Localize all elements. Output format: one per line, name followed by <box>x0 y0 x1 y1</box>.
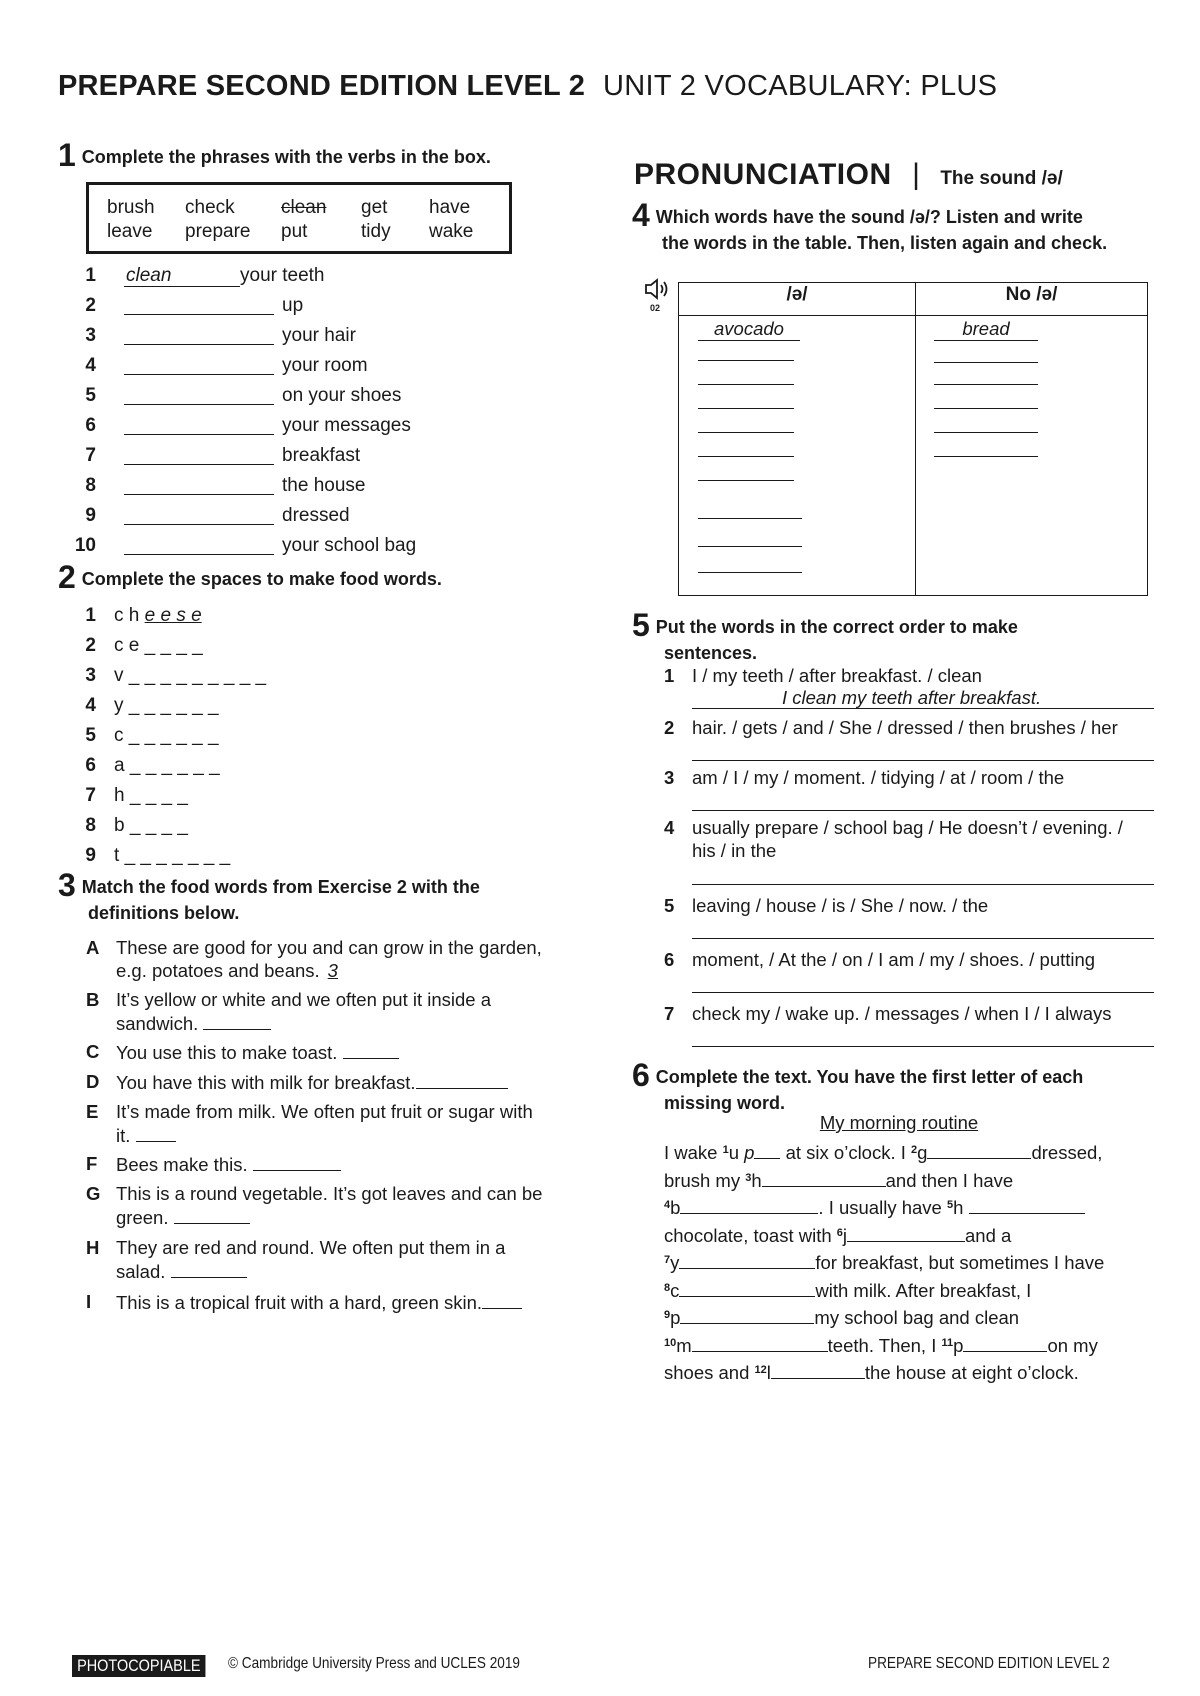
ex5-item[interactable] <box>664 948 1174 994</box>
write-line[interactable] <box>934 408 1038 409</box>
write-line[interactable] <box>698 360 794 361</box>
box-word: prepare <box>185 221 251 242</box>
item-number: 2 <box>85 295 96 316</box>
item-number: 8 <box>85 815 96 836</box>
col-header-schwa: /ə/ <box>679 283 916 316</box>
text-line <box>664 1221 1164 1249</box>
gap-number: 10 <box>664 1336 677 1349</box>
text-segment: chocolate, toast with <box>664 1224 837 1246</box>
ex5-item[interactable] <box>664 816 1184 886</box>
answer-blank[interactable] <box>969 1195 1085 1214</box>
answer-line[interactable] <box>692 810 1154 811</box>
gap-letter: m <box>676 1334 692 1356</box>
ex4-instruction-cont: the words in the table. Then, listen again and check. <box>662 233 1108 253</box>
text-line <box>664 1193 1164 1221</box>
item-text: You have this with milk for breakfast. <box>116 1072 416 1093</box>
gap-letter: p <box>953 1334 964 1356</box>
word-prompt: check my / wake up. / messages / when I / I always <box>692 1003 1112 1024</box>
answer-blank[interactable] <box>343 1040 399 1059</box>
ex3-instruction: Match the food words from Exercise 2 with the <box>81 877 480 897</box>
gap-fill-text <box>664 1138 1164 1386</box>
text-line <box>664 1248 1164 1276</box>
text-segment: shoes and <box>664 1362 755 1383</box>
ex3-item[interactable] <box>86 988 606 1036</box>
text-line <box>664 1303 1164 1331</box>
item-text: breakfast <box>282 445 361 466</box>
item-text: You use this to make toast. <box>116 1042 338 1063</box>
item-text-cont: green. <box>116 1207 169 1228</box>
ex1-instruction: Complete the phrases with the verbs in the box. <box>81 147 491 167</box>
ex3-heading <box>58 867 598 926</box>
word-start: b <box>114 815 125 836</box>
word-prompt-cont: his / in the <box>692 840 777 861</box>
item-number: 7 <box>85 445 96 466</box>
item-number: 9 <box>85 505 96 526</box>
item-number: 5 <box>85 385 96 406</box>
speaker-icon <box>644 278 672 300</box>
ex2-instruction: Complete the spaces to make food words. <box>81 569 442 589</box>
audio-track-number: 02 <box>649 303 660 313</box>
ex6-heading <box>632 1057 1192 1116</box>
item-letter: D <box>86 1071 100 1092</box>
gap-number: 3 <box>745 1171 752 1184</box>
example-answer: clean <box>126 265 172 286</box>
ex4-instruction: Which words have the sound /ə/? Listen and write <box>655 207 1083 227</box>
answer-blank[interactable] <box>963 1333 1047 1352</box>
gap-number: 8 <box>664 1281 671 1294</box>
item-text: the house <box>282 475 366 496</box>
text-segment: my school bag and clean <box>814 1307 1020 1328</box>
item-text: your school bag <box>282 535 417 556</box>
item-number: 6 <box>664 949 675 970</box>
answer-blank[interactable] <box>927 1140 1031 1159</box>
item-number: 10 <box>74 535 96 556</box>
text-segment: I wake <box>664 1142 723 1163</box>
item-text: your hair <box>282 325 356 346</box>
text-segment: and then I have <box>885 1169 1014 1191</box>
item-text-cont: e.g. potatoes and beans. <box>116 960 320 981</box>
answer-line <box>124 264 240 287</box>
ex5-instruction: Put the words in the correct order to make <box>655 617 1018 637</box>
ex5-item[interactable] <box>664 894 1174 940</box>
answer-blank[interactable] <box>416 1070 508 1089</box>
audio-icon[interactable] <box>644 278 672 312</box>
ex6-number: 6 <box>632 1057 650 1093</box>
item-text: It’s made from milk. We often put fruit or sugar with <box>116 1101 533 1122</box>
ex5-item[interactable] <box>664 716 1174 762</box>
photocopiable-badge: PHOTOCOPIABLE <box>72 1655 206 1677</box>
example-answer: 3 <box>327 960 338 981</box>
ex6-instruction: Complete the text. You have the first letter of each <box>655 1067 1084 1087</box>
answer-blank[interactable] <box>680 1305 814 1324</box>
item-letter: B <box>86 989 100 1010</box>
ex5-number: 5 <box>632 607 650 643</box>
item-text-cont: it. <box>116 1125 131 1146</box>
ex3-item <box>86 936 606 984</box>
gap-letter: y <box>670 1252 680 1273</box>
answer-blank[interactable] <box>124 326 274 345</box>
title-unit: UNIT 2 VOCABULARY: PLUS <box>603 70 998 102</box>
word-start: h <box>114 785 125 806</box>
example-answer: e e s e <box>144 605 202 626</box>
text-line <box>664 1331 1164 1359</box>
gap-letter: j <box>842 1224 848 1246</box>
word-start: a <box>114 755 125 776</box>
item-text: They are red and round. We often put them in a <box>116 1237 506 1258</box>
item-number: 3 <box>664 767 675 788</box>
ex3-item[interactable] <box>86 1040 606 1064</box>
answer-blank[interactable] <box>203 1011 271 1030</box>
header-divider: | <box>912 158 920 191</box>
answer-blank[interactable] <box>762 1168 886 1187</box>
text-segment: on my <box>1047 1334 1098 1356</box>
ex1-word-box <box>86 182 512 254</box>
title-bold: PREPARE SECOND EDITION LEVEL 2 <box>58 70 586 102</box>
item-text: on your shoes <box>282 385 402 406</box>
write-line[interactable] <box>698 480 794 481</box>
box-word-used: clean <box>281 197 327 218</box>
answer-blank[interactable] <box>124 506 274 525</box>
answer-blank[interactable] <box>124 296 274 315</box>
word-prompt: I / my teeth / after breakfast. / clean <box>692 665 982 686</box>
ex2-number: 2 <box>58 559 76 595</box>
item-text: These are good for you and can grow in the garden, <box>116 937 542 958</box>
gap-number: 9 <box>664 1309 671 1321</box>
ex3-number: 3 <box>58 867 76 903</box>
word-start: t <box>114 845 120 866</box>
answer-blank[interactable] <box>482 1290 522 1309</box>
word-prompt: moment, / At the / on / I am / my / shoes. / putting <box>692 949 1096 970</box>
ex5-item <box>664 664 1174 710</box>
box-word: have <box>429 197 471 218</box>
answer-blank[interactable] <box>124 386 274 405</box>
box-word: wake <box>429 221 474 242</box>
ex4-number: 4 <box>632 197 650 233</box>
ex5-item[interactable] <box>664 766 1174 812</box>
item-letter: F <box>86 1153 98 1174</box>
write-line[interactable] <box>934 456 1038 457</box>
gap-number: 7 <box>664 1254 671 1266</box>
text-line <box>664 1138 1164 1166</box>
gap-number: 11 <box>941 1336 954 1349</box>
write-line[interactable] <box>934 384 1038 385</box>
ex3-instruction-cont: definitions below. <box>88 903 240 923</box>
pronunciation-header <box>634 158 1063 192</box>
copyright-text: © Cambridge University Press and UCLES 2019 <box>228 1655 520 1672</box>
write-line[interactable] <box>698 572 802 573</box>
item-number: 6 <box>85 755 96 776</box>
gap-letter: b <box>670 1197 681 1218</box>
answer-blank[interactable] <box>124 446 274 465</box>
gap-number: 12 <box>754 1364 767 1376</box>
answer-line[interactable] <box>692 1046 1154 1047</box>
ex3-item[interactable] <box>86 1070 606 1094</box>
box-word: leave <box>107 221 153 242</box>
ex6-instruction-cont: missing word. <box>664 1093 786 1113</box>
page-title <box>58 70 997 103</box>
item-number: 7 <box>85 785 96 806</box>
answer-line[interactable] <box>692 884 1154 885</box>
answer-blank[interactable] <box>679 1278 815 1297</box>
box-word: put <box>281 221 308 242</box>
write-line[interactable] <box>698 456 794 457</box>
box-word: get <box>361 197 388 218</box>
col1-example: avocado <box>698 318 800 341</box>
answer-line[interactable] <box>692 938 1154 939</box>
item-number: 6 <box>85 415 96 436</box>
answer-blank[interactable] <box>136 1123 176 1142</box>
write-line[interactable] <box>698 518 802 519</box>
gap-letter: h <box>953 1197 964 1218</box>
item-text: dressed <box>282 505 350 526</box>
item-number: 3 <box>85 325 96 346</box>
answer-blank <box>754 1140 780 1159</box>
answer-blank[interactable] <box>174 1205 250 1224</box>
box-word: check <box>185 197 235 218</box>
answer-line[interactable] <box>692 992 1154 993</box>
text-segment: teeth. Then, I <box>827 1334 942 1356</box>
word-start: c h <box>114 605 140 626</box>
edition-footer: PREPARE SECOND EDITION LEVEL 2 <box>868 1655 1110 1672</box>
answer-blank[interactable] <box>171 1259 247 1278</box>
gap-letter: p <box>670 1307 681 1328</box>
item-letter: I <box>86 1291 92 1312</box>
item-number: 1 <box>664 665 675 686</box>
letter-blanks[interactable]: _ _ _ _ <box>144 635 203 656</box>
answer-blank[interactable] <box>692 1333 828 1352</box>
ex3-item[interactable] <box>86 1100 606 1148</box>
text-segment: for breakfast, but sometimes I have <box>815 1252 1105 1273</box>
ex5-item[interactable] <box>664 1002 1174 1048</box>
pronunciation-subtitle: The sound /ə/ <box>940 168 1063 189</box>
word-start: c e <box>114 635 140 656</box>
col2-example: bread <box>934 318 1038 341</box>
item-number: 1 <box>85 265 96 286</box>
ex5-heading <box>632 607 1192 666</box>
ex2-heading <box>58 559 598 595</box>
text-title: My morning routine <box>819 1112 979 1133</box>
answer-blank[interactable] <box>253 1152 341 1171</box>
item-text: your teeth <box>240 265 325 286</box>
gap-number: 5 <box>946 1199 954 1211</box>
text-line <box>664 1166 1164 1194</box>
ex3-item[interactable] <box>86 1182 606 1230</box>
word-prompt: leaving / house / is / She / now. / the <box>692 895 989 916</box>
item-number: 7 <box>664 1003 675 1024</box>
word-prompt: usually prepare / school bag / He doesn’t / evening. / <box>692 817 1123 838</box>
text-segment: brush my <box>664 1169 746 1191</box>
answer-blank[interactable] <box>680 1195 818 1214</box>
letter-blanks[interactable]: _ _ _ _ _ _ <box>128 695 219 716</box>
ex3-item[interactable] <box>86 1152 606 1176</box>
col-header-no-schwa: No /ə/ <box>916 283 1148 316</box>
answer-blank[interactable] <box>679 1250 815 1269</box>
letter-blanks[interactable]: _ _ _ _ _ _ _ <box>124 845 231 866</box>
item-text-cont: salad. <box>116 1261 166 1282</box>
item-text: your messages <box>282 415 411 436</box>
write-line[interactable] <box>934 362 1038 363</box>
answer-blank[interactable] <box>847 1223 965 1242</box>
write-line[interactable] <box>698 408 794 409</box>
ex3-item[interactable] <box>86 1236 606 1284</box>
item-text: This is a tropical fruit with a hard, green skin. <box>116 1292 483 1313</box>
item-number: 2 <box>664 717 675 738</box>
write-line[interactable] <box>698 546 802 547</box>
letter-blanks[interactable]: _ _ _ _ _ _ <box>129 755 220 776</box>
text-segment: dressed, <box>1031 1142 1103 1163</box>
answer-blank[interactable] <box>124 476 274 495</box>
answer-blank[interactable] <box>124 416 274 435</box>
item-letter: E <box>86 1101 99 1122</box>
text-segment: . I usually have <box>818 1197 947 1218</box>
text-segment: with milk. After breakfast, I <box>815 1279 1032 1301</box>
gap-number: 4 <box>664 1199 671 1211</box>
item-text: This is a round vegetable. It’s got leaves and can be <box>116 1183 543 1204</box>
ex1-number: 1 <box>58 137 76 173</box>
answer-blank[interactable] <box>124 356 274 375</box>
item-number: 1 <box>85 605 96 626</box>
ex4-heading <box>632 197 1192 256</box>
item-letter: C <box>86 1041 100 1062</box>
box-word: brush <box>107 197 155 218</box>
item-letter: A <box>86 937 100 958</box>
item-number: 4 <box>85 355 96 376</box>
write-line[interactable] <box>698 432 794 433</box>
gap-letter: h <box>751 1169 762 1191</box>
text-segment: and a <box>965 1224 1012 1246</box>
item-text: It’s yellow or white and we often put it inside a <box>116 989 492 1010</box>
item-number: 4 <box>664 817 675 838</box>
ex1-heading <box>58 137 598 173</box>
item-text: Bees make this. <box>116 1154 248 1175</box>
ex3-item[interactable] <box>86 1290 606 1314</box>
item-number: 5 <box>85 725 96 746</box>
letter-blanks[interactable]: _ _ _ _ <box>129 785 188 806</box>
write-line[interactable] <box>698 384 794 385</box>
box-word: tidy <box>361 221 391 242</box>
letter-blanks[interactable]: _ _ _ _ _ _ _ _ _ <box>128 665 267 686</box>
answer-blank[interactable] <box>771 1360 865 1379</box>
word-prompt: hair. / gets / and / She / dressed / then brushes / her <box>692 717 1118 738</box>
letter-blanks[interactable]: _ _ _ _ <box>129 815 188 836</box>
ex5-instruction-cont: sentences. <box>664 643 758 663</box>
item-number: 8 <box>85 475 96 496</box>
text-line <box>664 1276 1164 1304</box>
text-segment: the house at eight o’clock. <box>864 1362 1079 1383</box>
gap-number: 2 <box>911 1144 918 1156</box>
pronunciation-title: PRONUNCIATION <box>634 158 892 191</box>
item-text: your room <box>282 355 368 376</box>
word-start: c <box>114 725 124 746</box>
answer-blank[interactable] <box>124 536 274 555</box>
gap-number: 6 <box>836 1226 843 1239</box>
answer-line[interactable] <box>692 760 1154 761</box>
write-line[interactable] <box>934 432 1038 433</box>
gap-number: 1 <box>722 1144 729 1156</box>
item-number: 3 <box>85 665 96 686</box>
example-answer: p <box>744 1142 755 1163</box>
text-segment: at six o’clock. I <box>780 1142 912 1163</box>
item-text-cont: sandwich. <box>116 1013 199 1034</box>
item-number: 5 <box>664 895 675 916</box>
word-start: y <box>114 695 124 716</box>
item-number: 2 <box>85 635 96 656</box>
gap-letter: g <box>917 1142 928 1163</box>
gap-letter: l <box>766 1362 771 1383</box>
item-letter: H <box>86 1237 100 1258</box>
example-answer: I clean my teeth after breakfast. <box>782 687 1042 708</box>
letter-blanks[interactable]: _ _ _ _ _ _ <box>128 725 219 746</box>
text-segment: u <box>728 1142 745 1163</box>
word-prompt: am / I / my / moment. / tidying / at / room / the <box>692 767 1065 788</box>
item-number: 4 <box>85 695 96 716</box>
item-number: 9 <box>85 845 96 866</box>
word-start: v <box>114 665 124 686</box>
item-letter: G <box>86 1183 101 1204</box>
text-line <box>664 1358 1164 1386</box>
item-text: up <box>282 295 304 316</box>
gap-letter: c <box>670 1279 680 1301</box>
